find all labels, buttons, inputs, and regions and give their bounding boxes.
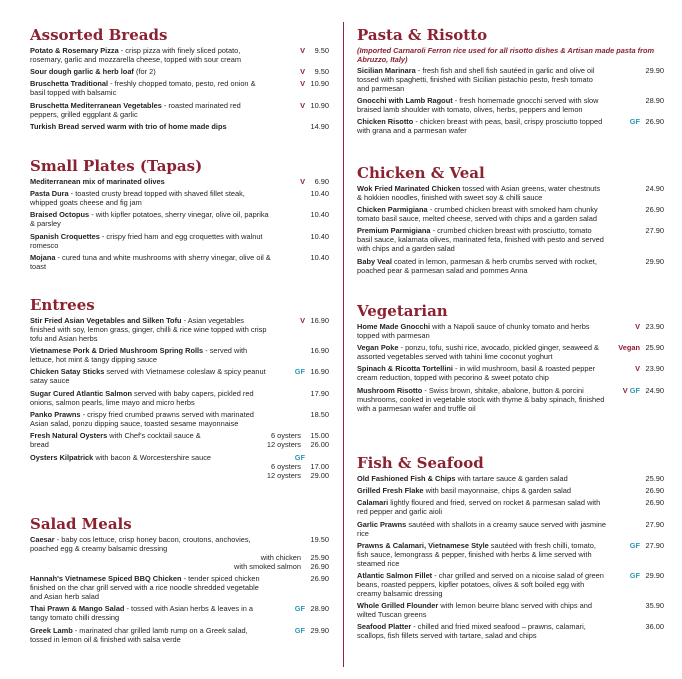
- item-description: - in wild mushroom, basil & roasted pepper cream reduction, topped with pecorino & sweet potato chip: [357, 364, 596, 383]
- item-description: - ponzu, tofu, sushi rice, avocado, pickled ginger, seaweed & assorted vegetables served with tahini lime coconut yoghurt: [357, 343, 599, 362]
- item-description: - chicken breast with peas, basil, crispy prosciutto topped with grana and a parmesan wafer: [357, 117, 603, 136]
- item-price: 9.50: [314, 67, 329, 77]
- menu-item-mushroom-risotto: [357, 386, 664, 413]
- item-text: [357, 474, 664, 483]
- item-text: [357, 571, 664, 598]
- dietary-tag: [623, 386, 640, 395]
- item-description: coated in lemon, parmesan & herb crumbs served with rocket, poached pear & parmesan salad and pommes Anna: [357, 256, 597, 275]
- item-text: [357, 622, 664, 640]
- oyster-price: 26.00: [310, 439, 329, 449]
- item-price: 36.00: [645, 622, 664, 632]
- dietary-tag: GF: [294, 367, 305, 377]
- item-description: - cured tuna and white mushrooms with sherry vinegar, olive oil & toast: [30, 252, 271, 271]
- item-description: served with Vietnamese coleslaw & spicy peanut satay sauce: [30, 367, 266, 386]
- menu-item-pasta-dura: [30, 189, 329, 207]
- item-name: Bruschetta Traditional: [30, 79, 109, 89]
- item-price: 17.90: [310, 388, 329, 398]
- section-vegetarian: [357, 302, 664, 416]
- item-text: [30, 232, 329, 250]
- item-price: 16.90: [310, 346, 329, 356]
- menu-item-bruschetta-traditional: [30, 79, 329, 97]
- item-price: 26.90: [310, 574, 329, 584]
- item-name: Grilled Fresh Flake: [357, 486, 424, 496]
- item-text: [30, 122, 329, 131]
- item-name: Mojana: [30, 252, 56, 262]
- item-text: [30, 177, 329, 186]
- dietary-tag: GF: [629, 540, 640, 550]
- item-price: 29.90: [310, 625, 329, 635]
- item-price: 6.90: [314, 177, 329, 186]
- item-name: Pasta Dura: [30, 189, 69, 199]
- dietary-tag: GF: [294, 604, 305, 614]
- dietary-tag: V: [300, 46, 305, 55]
- menu-item-sugar-cured-atlantic-salmon: [30, 389, 329, 407]
- menu-item-calamari: [357, 498, 664, 516]
- menu-item-fresh-oysters: [30, 431, 329, 449]
- vegetarian-tag: V: [622, 385, 628, 395]
- item-description: served with baby capers, pickled red onions, salmon pearls, lime mayo and micro herbs: [30, 388, 254, 407]
- item-name: Hannah's Vietnamese Spiced BBQ Chicken: [30, 574, 182, 584]
- item-name: Caesar: [30, 535, 55, 544]
- item-description: sautéed with fresh chilli, tomato, fish sauce, lemongrass & pepper, finished with herbs & lime served with steamed rice: [357, 540, 596, 568]
- item-description: - Swiss brown, shitake, abalone, button & porcini mushrooms, cooked in vegetable stock with thyme & baby spinach, finished with a parmesan wafer and truffle oil: [357, 385, 605, 413]
- item-text: [30, 604, 329, 622]
- item-name: Panko Prawns: [30, 409, 81, 419]
- item-text: [357, 96, 664, 114]
- dietary-tag: GF: [629, 117, 640, 127]
- item-name: Turkish Bread served warm with trio of home made dips: [30, 121, 227, 131]
- item-name: Oysters Kilpatrick: [30, 452, 94, 462]
- section-assorted-breads: [30, 26, 329, 134]
- item-description: - chilled and fried mixed seafood – prawns, calamari, scallops, fish fillets served with tartare, salad and chips: [357, 622, 586, 641]
- item-price: 10.90: [310, 100, 329, 110]
- menu-item-chicken-parmigiana: [357, 205, 664, 223]
- item-price: 10.40: [310, 231, 329, 241]
- menu-item-premium-parmigiana: [357, 226, 664, 253]
- item-description: lightly floured and fried, served on rocket & parmesan salad with red pepper and garlic aioli: [357, 498, 601, 517]
- item-price: 29.90: [645, 256, 664, 266]
- item-name: Wok Fried Marinated Chicken: [357, 184, 461, 193]
- item-name: Home Made Gnocchi: [357, 322, 431, 331]
- menu-item-braised-octopus: [30, 210, 329, 228]
- oyster-qty: 12 oysters: [266, 439, 301, 449]
- dietary-tag: V: [300, 67, 305, 77]
- item-name: Sugar Cured Atlantic Salmon: [30, 388, 132, 398]
- dietary-tag: V: [300, 316, 305, 325]
- item-text: [30, 189, 329, 207]
- item-description: with tartare sauce & garden salad: [455, 474, 568, 483]
- item-text: [30, 346, 329, 364]
- item-text: [357, 386, 664, 413]
- menu-item-potato-rosemary-pizza: [30, 46, 329, 64]
- item-description: with a Napoli sauce of chunky tomato and herbs topped with parmesan: [357, 322, 590, 340]
- item-price: 27.90: [645, 540, 664, 550]
- item-description: - with kipfler potatoes, sherry vinegar, olive oil, paprika & parsley: [30, 210, 269, 229]
- dietary-tag: V: [300, 79, 305, 89]
- item-name: Spanish Croquettes: [30, 231, 100, 241]
- item-description: - crisp pizza with finely sliced potato, rosemary, garlic and mozzarella cheese, topped with sour cream: [30, 46, 242, 64]
- menu-item-home-made-gnocchi: [357, 322, 664, 340]
- item-name: Vegan Poke: [357, 343, 399, 353]
- item-name: Atlantic Salmon Fillet: [357, 570, 433, 580]
- menu-item-hannah-s-vietnamese-spiced-bbq-chicken: [30, 574, 329, 601]
- section-title: Small Plates (Tapas): [30, 157, 203, 175]
- item-text: [30, 574, 329, 601]
- oyster-price: 15.00: [310, 430, 329, 440]
- menu-item-vietnamese-pork-dried-mushroom-spring-ro: [30, 346, 329, 364]
- item-name: Bruschetta Mediterranean Vegetables: [30, 100, 162, 110]
- item-name: Sicilian Marinara: [357, 66, 416, 75]
- item-name: Old Fashioned Fish & Chips: [357, 474, 456, 483]
- item-name: Stir Fried Asian Vegetables and Silken Tofu: [30, 316, 182, 325]
- item-text: [357, 486, 664, 495]
- item-name: Mediterranean mix of marinated olives: [30, 177, 165, 186]
- menu-item-gnocchi-with-lamb-ragout: [357, 96, 664, 114]
- item-text: [30, 367, 329, 385]
- item-name: Chicken Risotto: [357, 117, 414, 127]
- menu-item-chicken-satay-sticks: [30, 367, 329, 385]
- dietary-tag: V: [635, 322, 640, 331]
- section-title: Fish & Seafood: [357, 454, 484, 472]
- item-description: - fresh homemade gnocchi served with slow braised lamb shoulder with tomato, olives, herbs, peppers and lemon: [357, 96, 599, 115]
- dietary-tag: V: [635, 364, 640, 374]
- dietary-tag: Vegan: [618, 343, 640, 353]
- menu-item-grilled-fresh-flake: [357, 486, 664, 495]
- caesar-option-price: 26.90: [310, 562, 329, 571]
- item-description: with bacon & Worcestershire sauce: [93, 452, 212, 462]
- item-text: [30, 253, 329, 271]
- item-name: Chicken Parmigiana: [357, 205, 428, 215]
- item-description: - crumbed chicken breast with prosciutto, tomato basil sauce, kalamata olives, marinated feta, finished with pesto and served with chips and a garden salad: [357, 226, 604, 254]
- menu-item-prawns-calamari-vietnamese-style: [357, 541, 664, 568]
- item-price: 28.90: [310, 604, 329, 614]
- item-description: - tender spiced chicken finished on the char grill served with a rice noodle shredded vegetable and Asian herb salad: [30, 574, 260, 602]
- item-price: 35.90: [645, 601, 664, 611]
- oyster-price: 29.00: [310, 470, 329, 480]
- item-price: 28.90: [645, 96, 664, 106]
- item-name: Chicken Satay Sticks: [30, 367, 105, 377]
- item-price: 10.40: [310, 210, 329, 220]
- section-pasta-risotto: [357, 26, 664, 139]
- item-text: [30, 46, 329, 64]
- dietary-tag: V: [300, 100, 305, 110]
- item-text: [30, 67, 329, 76]
- item-price: 16.90: [310, 316, 329, 325]
- item-text: [357, 601, 664, 619]
- menu-item-stir-fried-asian-vegetables-and-silken-t: [30, 316, 329, 343]
- item-description: - freshly chopped tomato, pesto, red onion & basil topped with balsamic: [30, 79, 256, 98]
- item-name: Sour dough garlic & herb loaf: [30, 67, 134, 77]
- caesar-option: with chicken: [260, 553, 301, 562]
- dietary-tag: GF: [294, 625, 305, 635]
- menu-item-atlantic-salmon-fillet: [357, 571, 664, 598]
- item-text: [357, 322, 664, 340]
- menu-item-sicilian-marinara: [357, 66, 664, 93]
- item-text: [357, 117, 664, 135]
- oyster-qty: 12 oysters: [266, 470, 301, 480]
- item-description: with basil mayonnaise, chips & garden salad: [423, 486, 572, 496]
- item-description: (for 2): [133, 67, 156, 77]
- section-title: Assorted Breads: [30, 26, 168, 44]
- item-description: - marinated char grilled lamb rump on a Greek salad, tossed in lemon oil & finished with salsa verde: [30, 625, 248, 644]
- section-title: Vegetarian: [357, 302, 448, 320]
- menu-item-spinach-ricotta-tortellini: [357, 364, 664, 382]
- item-price: 26.90: [645, 498, 664, 508]
- item-price: 19.50: [310, 535, 329, 544]
- menu-item-greek-lamb: [30, 626, 329, 644]
- item-name: Garlic Prawns: [357, 519, 407, 529]
- dietary-tag: V: [300, 177, 305, 186]
- item-name: Spinach & Ricotta Tortellini: [357, 364, 453, 374]
- item-price: 26.90: [645, 205, 664, 215]
- item-price: 27.90: [645, 226, 664, 236]
- item-price: 9.50: [314, 46, 329, 55]
- item-description: - Asian vegetables finished with soy, lemon grass, ginger, chilli & rice wine topped with crisp tofu and Asian herbs: [30, 316, 267, 343]
- item-description: - roasted marinated red peppers, grilled eggplant & garlic: [30, 100, 241, 119]
- item-text: [357, 541, 664, 568]
- item-description: - toasted crusty bread topped with shaved fillet steak, whipped goats cheese and fig jam: [30, 189, 245, 208]
- menu-item-seafood-platter: [357, 622, 664, 640]
- item-name: Calamari: [357, 498, 389, 508]
- oyster-price: 17.00: [310, 461, 329, 471]
- section-title: Chicken & Veal: [357, 164, 485, 182]
- oyster-qty: 6 oysters: [271, 430, 301, 440]
- item-name: Braised Octopus: [30, 210, 90, 220]
- item-price: 10.90: [310, 79, 329, 89]
- item-name: Thai Prawn & Mango Salad: [30, 604, 125, 614]
- item-name: Vietnamese Pork & Dried Mushroom Spring Rolls: [30, 346, 204, 356]
- item-name: Prawns & Calamari, Vietnamese Style: [357, 540, 489, 550]
- item-name: Premium Parmigiana: [357, 226, 431, 236]
- item-description: - served with lettuce, hot mint & tangy dipping sauce: [30, 346, 248, 365]
- menu-item-panko-prawns: [30, 410, 329, 428]
- menu-item-whole-grilled-flounder: [357, 601, 664, 619]
- caesar-option-price: 25.90: [310, 553, 329, 562]
- item-price: 29.90: [645, 66, 664, 75]
- item-text: [30, 389, 329, 407]
- item-name: Baby Veal: [357, 256, 392, 266]
- menu-item-wok-fried-marinated-chicken: [357, 184, 664, 202]
- item-name: Gnocchi with Lamb Ragout: [357, 96, 453, 106]
- item-name: Potato & Rosemary Pizza: [30, 46, 119, 55]
- item-price: 29.90: [645, 570, 664, 580]
- item-description: - baby cos lettuce, crisp honey bacon, croutons, anchovies, poached egg & creamy balsamic dressing: [30, 535, 251, 553]
- item-description: - fresh fish and shell fish sautéed in garlic and olive oil tossed with spaghetti, finished with Sicilian pistachio pesto, fresh tomato and parmesan: [357, 66, 595, 93]
- section-salad-meals: [30, 515, 329, 647]
- oyster-qty: 6 oysters: [271, 461, 301, 471]
- item-price: 27.90: [645, 519, 664, 529]
- item-text: [30, 79, 329, 97]
- item-text: [30, 101, 329, 119]
- gluten-free-tag: GF: [629, 385, 640, 395]
- item-description: - crispy fried crumbed prawns served with marinated Asian salad, ponzu dipping sauce, toasted sesame mayonnaise: [30, 409, 254, 428]
- item-price: 16.90: [310, 367, 329, 377]
- menu-item-mojana: [30, 253, 329, 271]
- item-text: [357, 184, 664, 202]
- dietary-tag: GF: [294, 452, 305, 462]
- item-name: Greek Lamb: [30, 625, 73, 635]
- section-small-plates: [30, 157, 329, 274]
- item-price: 25.90: [645, 343, 664, 353]
- item-text: [30, 626, 329, 644]
- section-title: Salad Meals: [30, 515, 132, 533]
- item-description: - crumbed chicken breast with smoked ham chunky tomato basil sauce, melted cheese, served with chips and a garden salad: [357, 205, 598, 224]
- item-price: 10.40: [310, 252, 329, 262]
- item-text: [357, 498, 664, 516]
- item-name: Fresh Natural Oysters: [30, 430, 108, 440]
- menu-item-baby-veal: [357, 257, 664, 275]
- menu-item-turkish-bread-served-warm-with-trio-of-h: [30, 122, 329, 131]
- item-description: sautéed with shallots in a creamy sauce served with jasmine rice: [357, 519, 606, 538]
- item-name: Whole Grilled Flounder: [357, 601, 439, 611]
- item-price: 26.90: [645, 486, 664, 496]
- dietary-tag: GF: [629, 570, 640, 580]
- item-name: Mushroom Risotto: [357, 385, 423, 395]
- section-title: Pasta & Risotto: [357, 26, 488, 44]
- menu-item-mediterranean-mix-of-marinated-olives: [30, 177, 329, 186]
- caesar-option: with smoked salmon: [234, 562, 301, 571]
- menu-item-bruschetta-mediterranean-vegetables: [30, 101, 329, 119]
- menu-item-oysters-kilpatrick: [30, 453, 329, 480]
- item-price: 23.90: [645, 364, 664, 374]
- section-intro: (Imported Carnaroli Ferron rice used for all risotto dishes & Artisan made pasta from Abruzzo, Italy): [357, 46, 655, 64]
- section-entrees: [30, 296, 329, 483]
- item-text: [357, 205, 664, 223]
- section-chicken-veal: [357, 164, 664, 278]
- item-text: [30, 316, 329, 343]
- item-text: [357, 520, 664, 538]
- section-fish-seafood: [357, 454, 664, 644]
- item-text: [357, 364, 664, 382]
- menu-item-chicken-risotto: [357, 117, 664, 135]
- item-price: 26.90: [645, 117, 664, 127]
- menu-item-garlic-prawns: [357, 520, 664, 538]
- item-text: [357, 66, 664, 93]
- item-name: Seafood Platter: [357, 622, 412, 632]
- item-description: - crispy fried ham and egg croquettes with walnut romesco: [30, 231, 263, 250]
- item-price: 18.50: [310, 409, 329, 419]
- item-text: [357, 226, 664, 253]
- item-description: with lemon beurre blanc served with chips and wilted Tuscan greens: [357, 601, 592, 620]
- item-description: - char grilled and served on a nicoise salad of green beans, roasted peppers, kipfler potatoes, olives & soft boiled egg with creamy balsamic dressing: [357, 570, 604, 598]
- section-title: Entrees: [30, 296, 95, 314]
- item-price: 14.90: [310, 121, 329, 131]
- menu-item-old-fashioned-fish-chips: [357, 474, 664, 483]
- column-divider: [343, 22, 344, 667]
- menu-item-sour-dough-garlic-herb-loaf: [30, 67, 329, 76]
- item-description: tossed with Asian greens, water chestnuts & hokkien noodles, finished with sweet soy & chilli sauce: [357, 184, 601, 202]
- menu-item-vegan-poke: [357, 343, 664, 361]
- menu-item-spanish-croquettes: [30, 232, 329, 250]
- item-price: 23.90: [645, 322, 664, 331]
- item-text: [357, 257, 664, 275]
- menu-item-caesar: [30, 535, 329, 571]
- menu-item-thai-prawn-mango-salad: [30, 604, 329, 622]
- item-price: 10.40: [310, 189, 329, 199]
- item-price: 25.90: [645, 474, 664, 483]
- item-description: - tossed with Asian herbs & leaves in a tangy tomato chilli dressing: [30, 604, 254, 623]
- item-description: with Chef's cocktail sauce & bread: [30, 430, 201, 449]
- item-text: [30, 210, 329, 228]
- item-text: [30, 410, 329, 428]
- item-price: 24.90: [645, 184, 664, 193]
- item-price: 24.90: [645, 385, 664, 395]
